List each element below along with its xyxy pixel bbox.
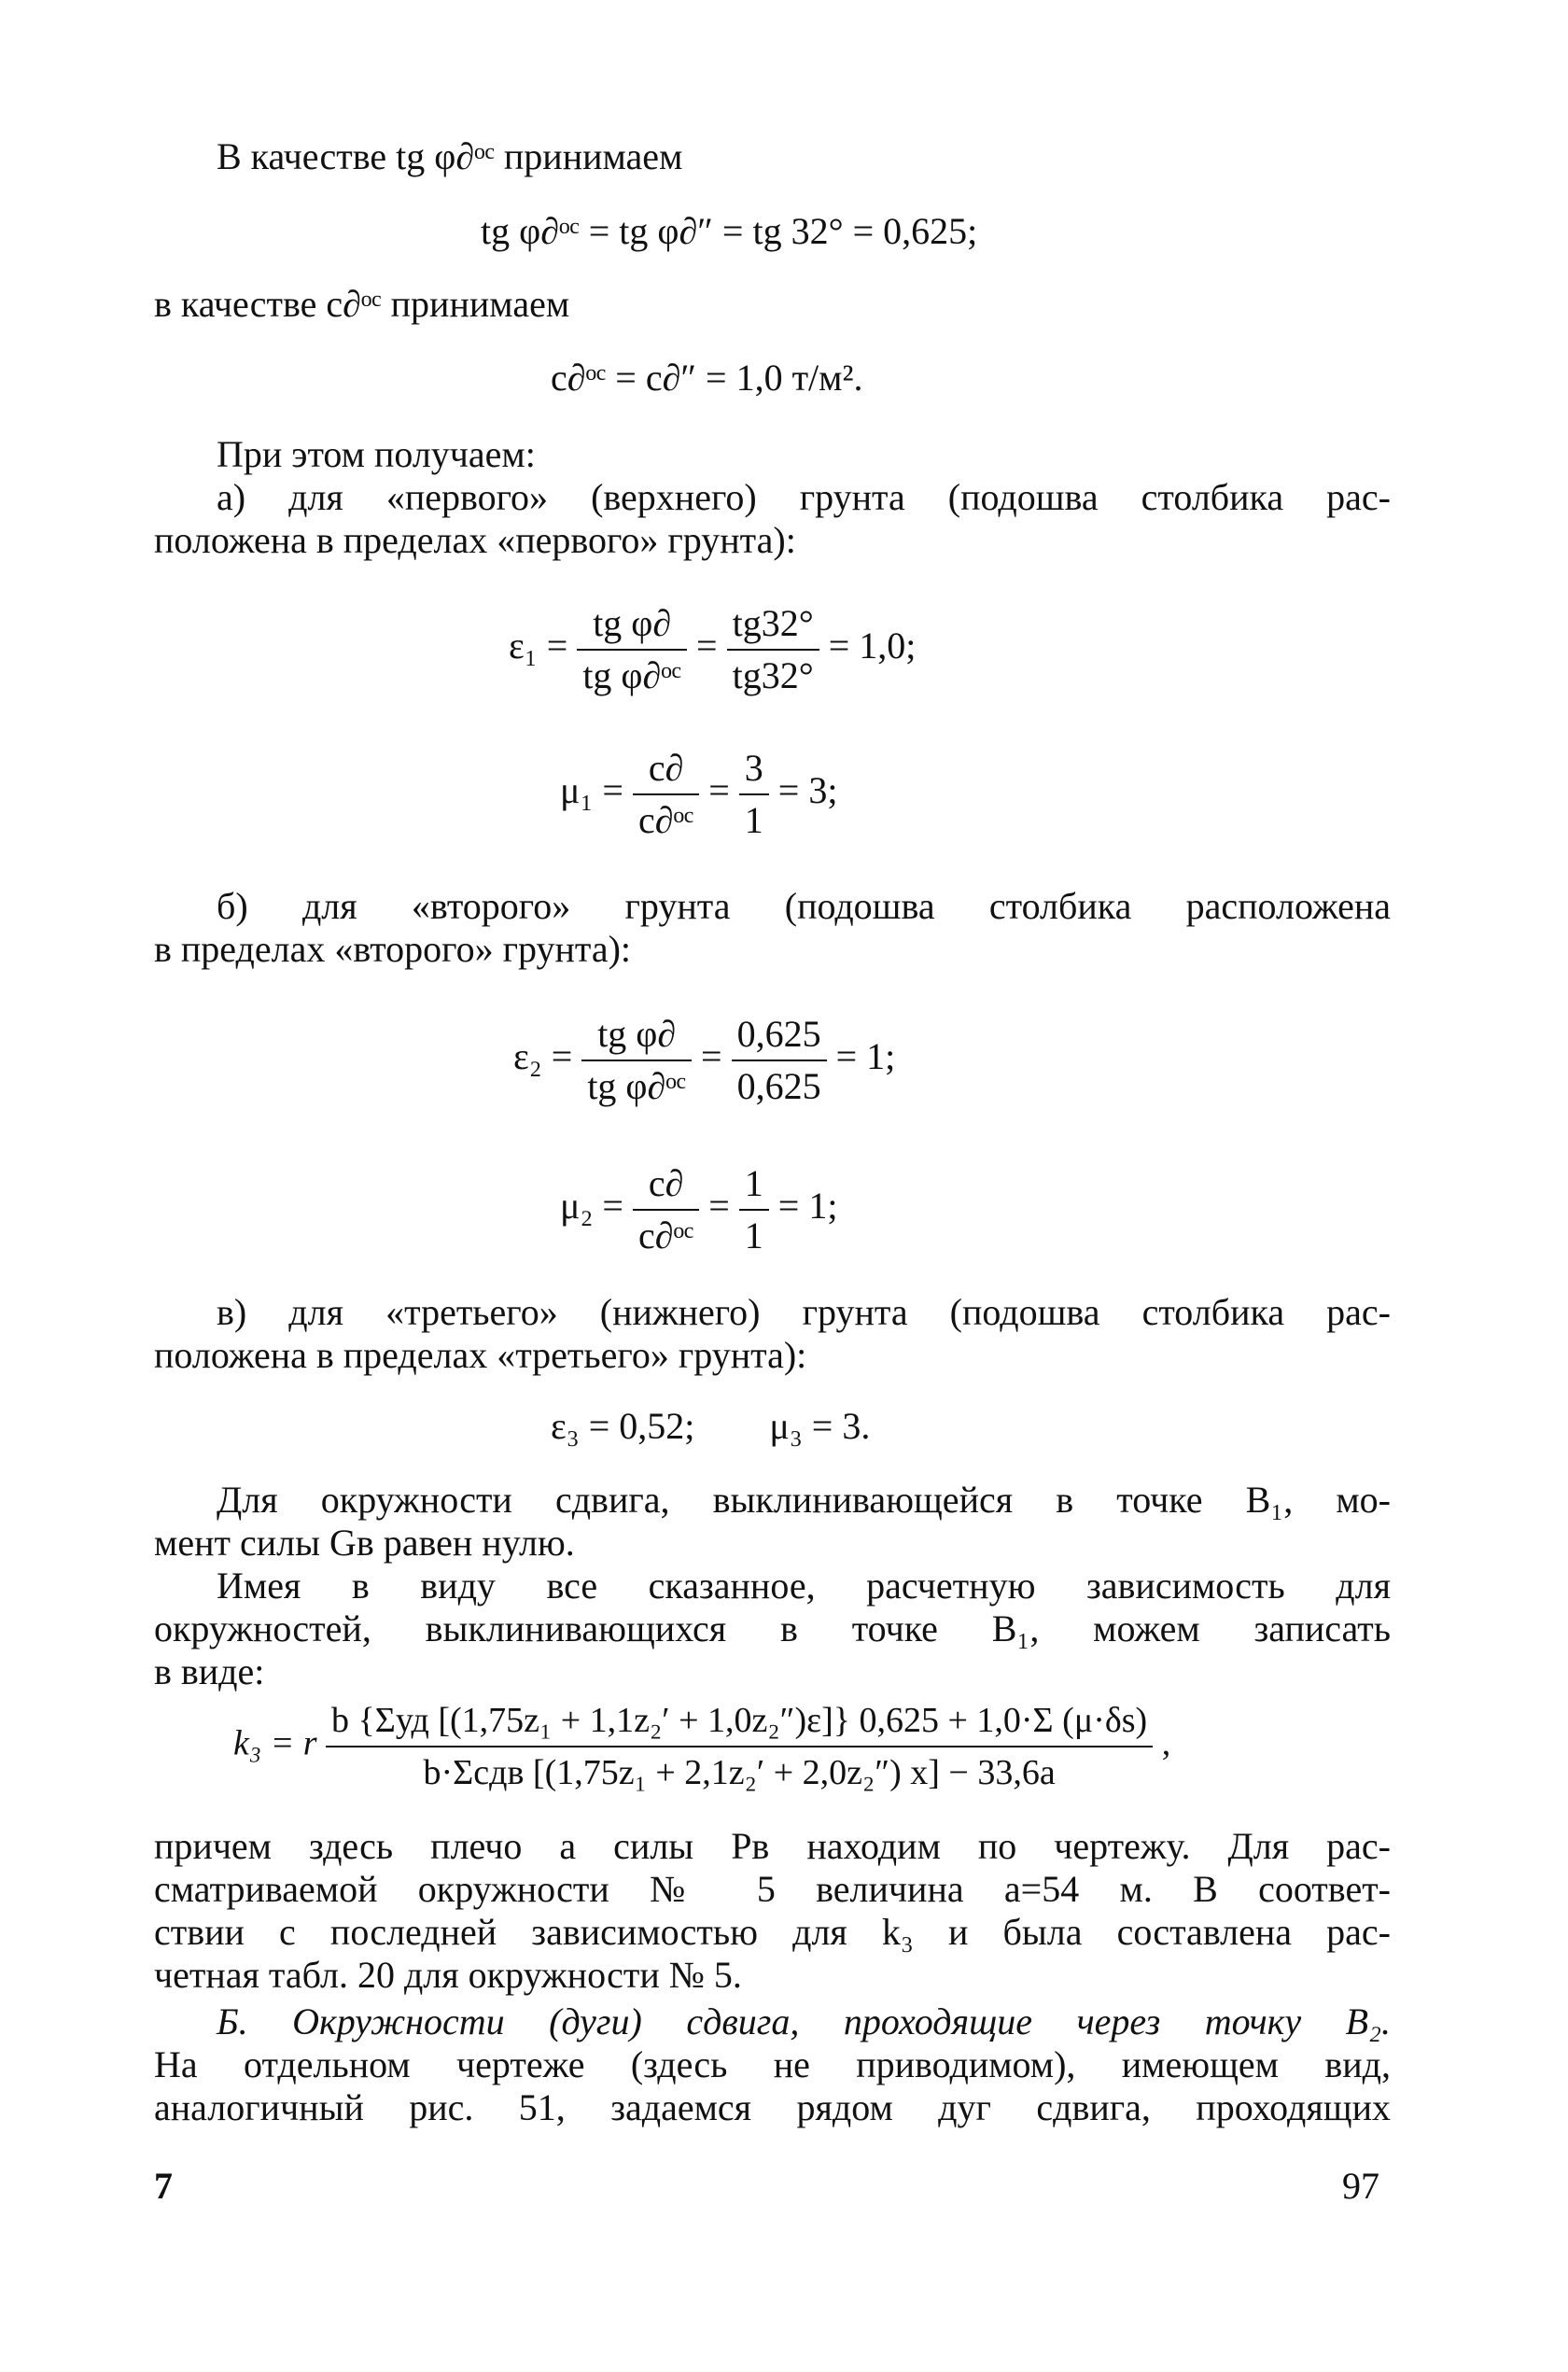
fraction-2 <box>727 602 819 697</box>
formula-lhs: k₃ = r <box>233 1723 317 1763</box>
numerator: b {Σуд [(1,75z₁ + 1,1z₂′ + 1,0z₂″)ε]} 0,625 + 1,0·Σ (μ·δs) <box>326 1699 1153 1747</box>
formula-c-oc: c∂ᵒᶜ = c∂″ = 1,0 т/м². <box>551 357 863 399</box>
fraction-1 <box>581 1013 692 1108</box>
numerator: 3 <box>739 747 769 795</box>
paragraph-4-line-1: а) для «первого» (верхнего) грунта (подошва столбика рас- <box>217 476 1391 518</box>
formula-lhs: μ₁ = <box>560 769 623 812</box>
formula-epsilon-2: ε₂ = $\frac{\text{tg φ∂}}{\text{tg φ∂ᵒᶜ}}$ = $\frac{0,625}{0,625}$ = 1; <box>513 1013 896 1107</box>
formula-tg-phi: tg φ∂ᵒᶜ = tg φ∂″ = tg 32° = 0,625; <box>481 210 978 252</box>
numerator: 1 <box>739 1162 769 1211</box>
formula-lhs: ε₁ = <box>509 625 568 667</box>
formula-mu-1: μ₁ = $\frac{c\partial}{\text{c∂ᵒᶜ}}$ = $\frac{3}{1}$ = 3; <box>560 747 838 841</box>
paragraph-9-line-4: четная табл. 20 для окружности № 5. <box>154 1954 742 1996</box>
denominator: 0,625 <box>736 1065 821 1107</box>
formula-epsilon-3-mu-3: ε₃ = 0,52; μ₃ = 3. <box>551 1405 871 1447</box>
denominator: 1 <box>744 799 763 841</box>
numerator: c∂ <box>633 1162 699 1211</box>
formula-rhs: = 1,0; <box>828 625 917 667</box>
formula-rhs: = 1; <box>835 1035 896 1078</box>
paragraph-9-line-2: сматриваемой окружности № 5 величина a=54 м. В соответ- <box>154 1868 1391 1910</box>
formula-epsilon-1: ε₁ = $\frac{\text{tg φ∂}}{\text{tg φ∂ᵒᶜ}}$ = $\frac{tg32^\circ}{tg32^\circ}$ = 1,0; <box>509 602 917 696</box>
fraction-k3 <box>326 1699 1153 1794</box>
numerator: c∂ <box>633 747 699 795</box>
paragraph-8-line-3: в виде: <box>154 1650 265 1692</box>
fraction-2 <box>739 747 769 842</box>
paragraph-7-line-1: Для окружности сдвига, выклинивающейся в точке B₁, мо- <box>217 1479 1391 1521</box>
numerator: 0,625 <box>732 1013 827 1061</box>
paragraph-7-line-2: мент силы Gв равен нулю. <box>154 1522 575 1564</box>
formula-rhs: = 1; <box>777 1185 838 1228</box>
formula-rhs: , <box>1161 1723 1171 1763</box>
denominator: 1 <box>744 1214 763 1256</box>
paragraph-10-line-2: аналогичный рис. 51, задаемся рядом дуг сдвига, проходящих <box>154 2086 1391 2128</box>
paragraph-1: В качестве tg φ∂ᵒᶜ принимаем <box>217 135 683 177</box>
footer-signature-mark: 7 <box>154 2165 173 2207</box>
formula-k3 <box>233 1699 1170 1794</box>
denominator: c∂ᵒᶜ <box>637 799 694 841</box>
fraction-2 <box>732 1013 827 1108</box>
paragraph-8-line-1: Имея в виду все сказанное, расчетную зависимость для <box>217 1565 1391 1607</box>
numerator: tg φ∂ <box>577 602 687 651</box>
fraction-1 <box>633 1162 699 1257</box>
formula-mu-2: μ₂ = $\frac{c\partial}{\text{c∂ᵒᶜ}}$ = $\frac{1}{1}$ = 1; <box>560 1162 838 1256</box>
fraction-1 <box>577 602 687 697</box>
denominator: b·Σсдв [(1,75z₁ + 2,1z₂′ + 2,0z₂″) x] − 33,6a <box>423 1753 1056 1792</box>
denominator: tg φ∂ᵒᶜ <box>582 654 682 696</box>
fraction-1 <box>633 747 699 842</box>
paragraph-5-line-1: б) для «второго» грунта (подошва столбика расположена <box>217 885 1391 927</box>
formula-lhs: μ₂ = <box>560 1185 623 1228</box>
formula-rhs: = 3; <box>777 769 838 812</box>
denominator: tg φ∂ᵒᶜ <box>587 1065 687 1107</box>
paragraph-6-line-2: положена в пределах «третьего» грунта): <box>154 1334 807 1376</box>
paragraph-10-line-1: На отдельном чертеже (здесь не приводимом), имеющем вид, <box>154 2043 1391 2085</box>
formula-lhs: ε₂ = <box>513 1035 573 1078</box>
paragraph-9-line-3: ствии с последней зависимостью для k₃ и была составлена рас- <box>154 1911 1391 1953</box>
paragraph-4-line-2: положена в пределах «первого» грунта): <box>154 519 796 561</box>
paragraph-8-line-2: окружностей, выклинивающихся в точке B₁, можем записать <box>154 1607 1391 1649</box>
numerator: tg φ∂ <box>581 1013 692 1061</box>
paragraph-5-line-2: в пределах «второго» грунта): <box>154 928 632 970</box>
section-heading-b: Б. Окружности (дуги) сдвига, проходящие через точку B₂. <box>217 2000 1391 2042</box>
paragraph-9-line-1: причем здесь плечо a силы Pв находим по чертежу. Для рас- <box>154 1825 1391 1867</box>
denominator: c∂ᵒᶜ <box>637 1214 694 1256</box>
fraction-2 <box>739 1162 769 1257</box>
paragraph-2: в качестве c∂ᵒᶜ принимаем <box>154 283 570 325</box>
paragraph-3: При этом получаем: <box>217 433 536 475</box>
denominator: tg32° <box>732 654 814 696</box>
page-number: 97 <box>1342 2165 1379 2207</box>
paragraph-6-line-1: в) для «третьего» (нижнего) грунта (подошва столбика рас- <box>217 1291 1391 1333</box>
numerator: tg32° <box>727 602 819 651</box>
